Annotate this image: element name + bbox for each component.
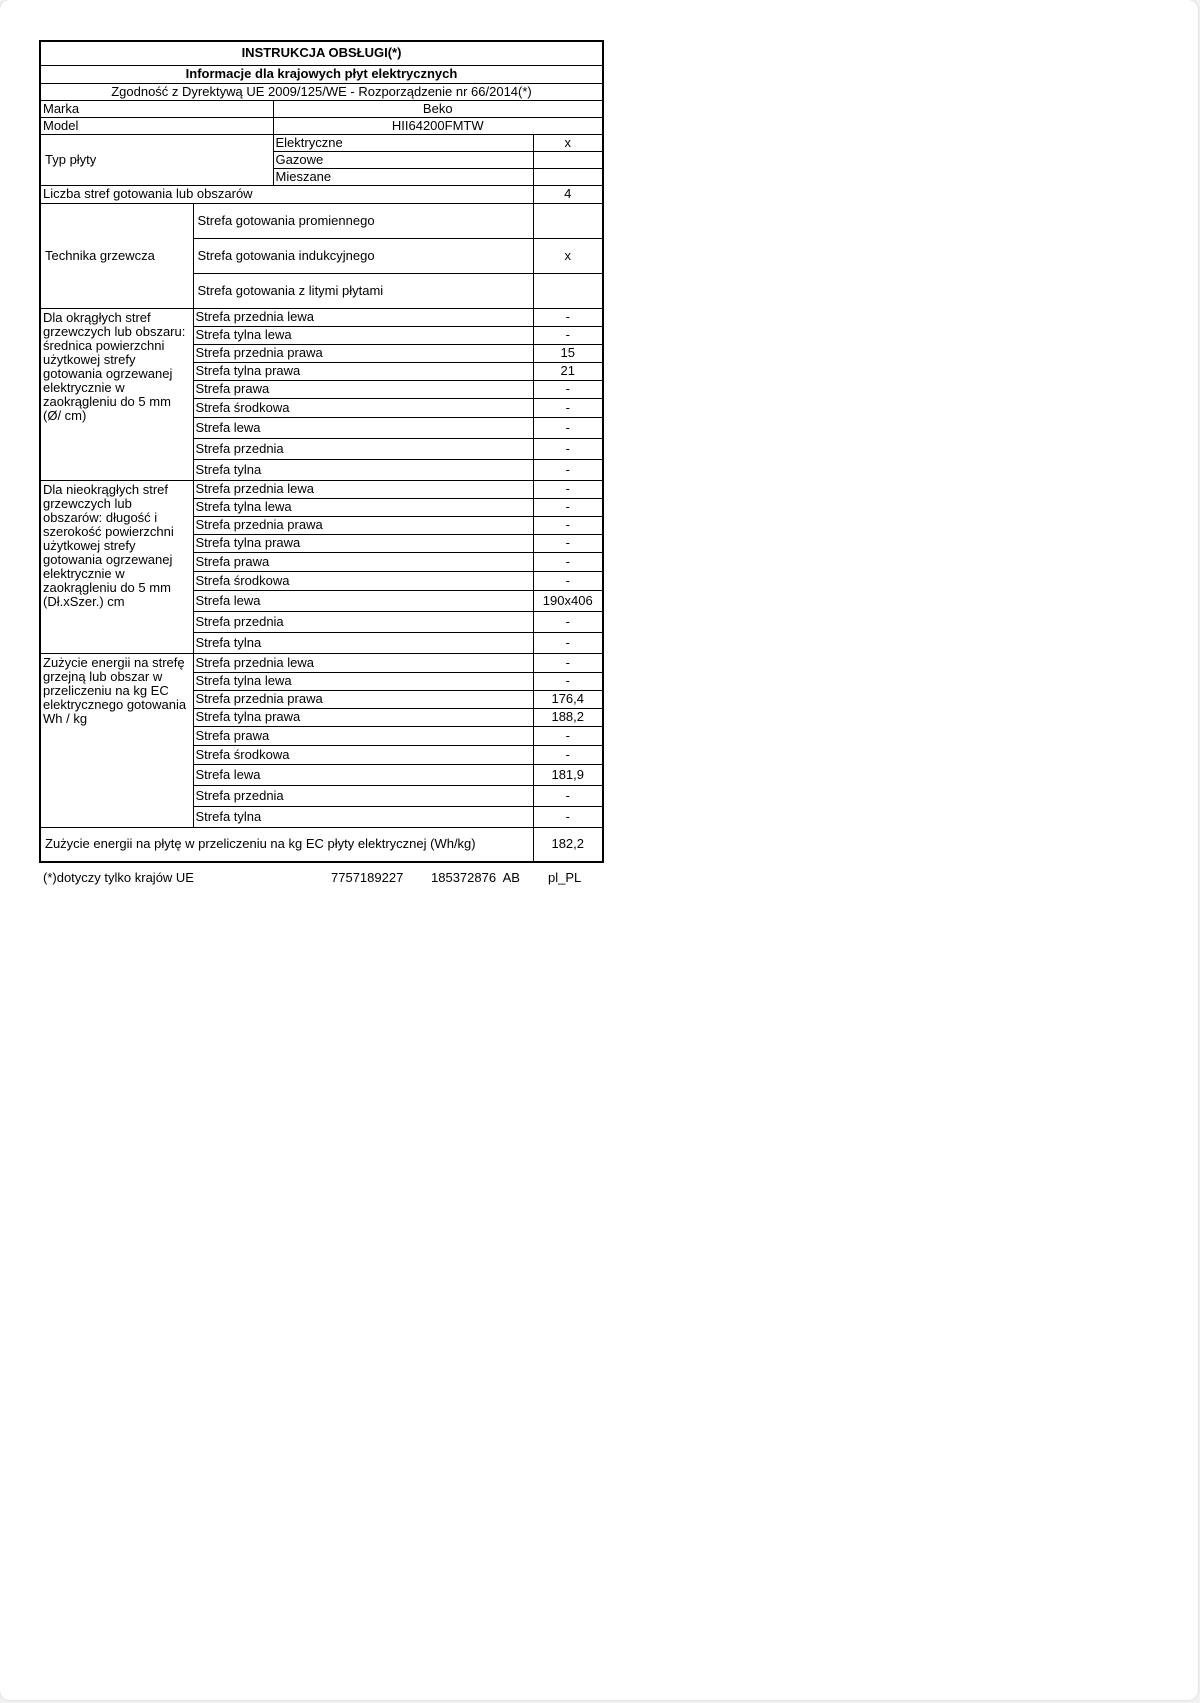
energy-info-sheet: [39, 40, 602, 888]
round-zone-value: -: [533, 417, 603, 438]
nonround-zone-value: -: [533, 480, 603, 498]
energy-zone-label: Strefa lewa: [193, 764, 533, 785]
nonround-zone-value: -: [533, 632, 603, 653]
hob-type-option: Mieszane: [273, 168, 533, 185]
heating-tech-option: Strefa gotowania promiennego: [193, 203, 533, 238]
zones-count-label: Liczba stref gotowania lub obszarów: [40, 185, 533, 203]
energy-zone-label: Strefa tylna prawa: [193, 708, 533, 726]
energy-zone-value: -: [533, 672, 603, 690]
energy-zone-label: Strefa środkowa: [193, 745, 533, 764]
nonround-zone-label: Strefa tylna lewa: [193, 498, 533, 516]
energy-zone-label: Strefa prawa: [193, 726, 533, 745]
energy-zone-value: -: [533, 806, 603, 827]
hob-type-mark: x: [533, 134, 603, 151]
energy-info-table: [39, 40, 604, 863]
brand-label: Marka: [40, 100, 273, 117]
heating-tech-label: Technika grzewcza: [40, 203, 193, 308]
energy-zones-label: Zużycie energii na strefę grzejną lub obszar w przeliczeniu na kg EC elektrycznego gotowania Wh / kg: [40, 653, 193, 827]
energy-zone-label: Strefa przednia: [193, 785, 533, 806]
heating-tech-option: Strefa gotowania indukcyjnego: [193, 238, 533, 273]
energy-zone-label: Strefa tylna: [193, 806, 533, 827]
round-zone-label: Strefa środkowa: [193, 398, 533, 417]
nonround-zone-label: Strefa przednia: [193, 611, 533, 632]
round-zones-label: Dla okrągłych stref grzewczych lub obszaru: średnica powierzchni użytkowej strefy gotowania ogrzewanej elektrycznie w zaokrągleniu do 5 mm (Ø/ cm): [40, 308, 193, 480]
round-zone-label: Strefa przednia prawa: [193, 344, 533, 362]
nonround-zones-label: Dla nieokrągłych stref grzewczych lub obszarów: długość i szerokość powierzchni użytkowej strefy gotowania ogrzewanej elektrycznie w zaokrągleniu do 5 mm (Dł.xSzer.) cm: [40, 480, 193, 653]
model-label: Model: [40, 117, 273, 134]
heating-tech-mark: [533, 203, 603, 238]
heating-tech-option: Strefa gotowania z litymi płytami: [193, 273, 533, 308]
nonround-zone-value: 190x406: [533, 590, 603, 611]
energy-zone-value: -: [533, 726, 603, 745]
energy-zone-value: 181,9: [533, 764, 603, 785]
nonround-zone-label: Strefa tylna prawa: [193, 534, 533, 552]
nonround-zone-label: Strefa tylna: [193, 632, 533, 653]
heating-tech-mark: x: [533, 238, 603, 273]
footer-note: (*)dotyczy tylko krajów UE: [43, 870, 194, 885]
footer-code-1: 7757189227: [331, 870, 404, 885]
nonround-zone-value: -: [533, 552, 603, 571]
compliance-line: Zgodność z Dyrektywą UE 2009/125/WE - Rozporządzenie nr 66/2014(*): [40, 83, 603, 100]
energy-zone-value: -: [533, 785, 603, 806]
round-zone-value: -: [533, 380, 603, 398]
energy-zone-value: 188,2: [533, 708, 603, 726]
hob-type-mark: [533, 168, 603, 185]
heating-tech-mark: [533, 273, 603, 308]
round-zone-label: Strefa prawa: [193, 380, 533, 398]
round-zone-label: Strefa tylna: [193, 459, 533, 480]
hob-type-option: Gazowe: [273, 151, 533, 168]
footer-code-2: 185372876 AB: [431, 870, 520, 885]
nonround-zone-value: -: [533, 534, 603, 552]
energy-hob-value: 182,2: [533, 827, 603, 862]
nonround-zone-label: Strefa środkowa: [193, 571, 533, 590]
hob-type-label: Typ płyty: [40, 134, 273, 185]
round-zone-value: 21: [533, 362, 603, 380]
nonround-zone-value: -: [533, 498, 603, 516]
round-zone-value: -: [533, 326, 603, 344]
round-zone-label: Strefa przednia lewa: [193, 308, 533, 326]
hob-type-option: Elektryczne: [273, 134, 533, 151]
energy-zone-label: Strefa przednia prawa: [193, 690, 533, 708]
nonround-zone-value: -: [533, 571, 603, 590]
nonround-zone-value: -: [533, 611, 603, 632]
nonround-zone-value: -: [533, 516, 603, 534]
energy-zone-label: Strefa tylna lewa: [193, 672, 533, 690]
round-zone-value: -: [533, 459, 603, 480]
energy-zone-value: 176,4: [533, 690, 603, 708]
footer: [39, 870, 602, 888]
nonround-zone-label: Strefa lewa: [193, 590, 533, 611]
model-value: HII64200FMTW: [273, 117, 603, 134]
round-zone-value: -: [533, 308, 603, 326]
round-zone-label: Strefa przednia: [193, 438, 533, 459]
energy-hob-label: Zużycie energii na płytę w przeliczeniu na kg EC płyty elektrycznej (Wh/kg): [40, 827, 533, 862]
zones-count-value: 4: [533, 185, 603, 203]
round-zone-value: -: [533, 438, 603, 459]
brand-value: Beko: [273, 100, 603, 117]
round-zone-value: -: [533, 398, 603, 417]
energy-zone-label: Strefa przednia lewa: [193, 653, 533, 672]
document-subtitle: Informacje dla krajowych płyt elektrycznych: [40, 65, 603, 83]
nonround-zone-label: Strefa przednia lewa: [193, 480, 533, 498]
energy-zone-value: -: [533, 653, 603, 672]
round-zone-label: Strefa tylna lewa: [193, 326, 533, 344]
round-zone-label: Strefa tylna prawa: [193, 362, 533, 380]
nonround-zone-label: Strefa przednia prawa: [193, 516, 533, 534]
document-title: INSTRUKCJA OBSŁUGI(*): [40, 41, 603, 65]
nonround-zone-label: Strefa prawa: [193, 552, 533, 571]
energy-zone-value: -: [533, 745, 603, 764]
hob-type-mark: [533, 151, 603, 168]
footer-locale: pl_PL: [548, 870, 582, 885]
round-zone-value: 15: [533, 344, 603, 362]
round-zone-label: Strefa lewa: [193, 417, 533, 438]
